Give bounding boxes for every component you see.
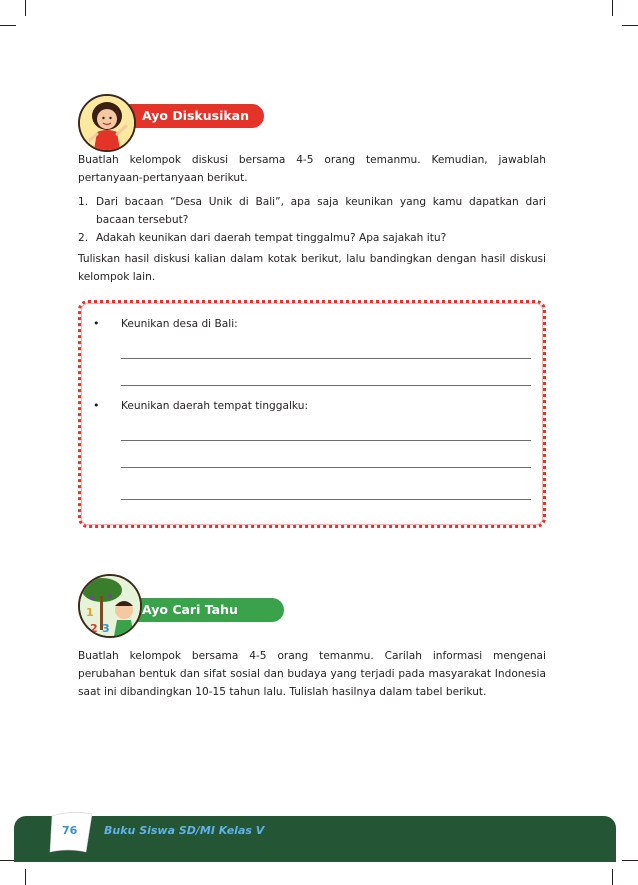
answer-line-3[interactable] <box>121 440 531 441</box>
question-1-number: 1. <box>78 196 89 208</box>
research-body: Buatlah kelompok bersama 4-5 orang temanmu. Carilah informasi mengenai perubahan bentuk dan sifat sosial dan budaya yang terjadi pada masyarakat Indonesia saat ini dibandingkan 10-15 tahun lalu. Tulislah hasilnya dalam tabel berikut. <box>78 650 546 698</box>
digit-2: 2 <box>90 622 98 635</box>
crop-mark-bottom-right-v <box>612 869 613 885</box>
answer-label-hometown: Keunikan daerah tempat tinggalku: <box>121 400 309 412</box>
footer-bar <box>14 816 616 862</box>
digit-3: 3 <box>102 622 110 635</box>
ayo-diskusikan-header <box>78 94 268 152</box>
crop-mark-top-left-h <box>0 25 16 26</box>
ayo-diskusikan-title: Ayo Diskusikan <box>118 104 264 128</box>
discussion-intro: Buatlah kelompok diskusi bersama 4-5 orang temanmu. Kemudian, jawablah pertanyaan-pertanyaan berikut. <box>78 154 546 184</box>
ayo-cari-tahu-title: Ayo Cari Tahu <box>118 598 284 622</box>
book-title: Buku Siswa SD/MI Kelas V <box>104 824 265 837</box>
question-2 <box>78 229 546 247</box>
girl-illustration-icon <box>78 94 136 152</box>
answer-label-bali: Keunikan desa di Bali: <box>121 318 238 330</box>
question-1 <box>78 193 546 229</box>
answer-line-1[interactable] <box>121 358 531 359</box>
boy-with-tree-illustration-icon <box>78 574 142 638</box>
answer-box <box>78 300 546 528</box>
bullet-1: • <box>93 317 100 330</box>
crop-mark-bottom-left-v <box>25 869 26 885</box>
page-number: 76 <box>62 824 78 837</box>
question-2-number: 2. <box>78 232 89 244</box>
answer-line-5[interactable] <box>121 499 531 500</box>
discussion-instruction: Tuliskan hasil diskusi kalian dalam kotak berikut, lalu bandingkan dengan hasil diskusi kelompok lain. <box>78 253 546 283</box>
question-1-text: Dari bacaan “Desa Unik di Bali”, apa saja keunikan yang kamu dapatkan dari bacaan tersebut? <box>96 196 546 226</box>
crop-mark-top-right-h <box>622 25 638 26</box>
bullet-2: • <box>93 399 100 412</box>
digit-1: 1 <box>86 606 94 619</box>
crop-mark-bottom-right-h <box>622 860 638 861</box>
ayo-cari-tahu-header <box>78 574 268 635</box>
answer-line-4[interactable] <box>121 467 531 468</box>
crop-mark-top-right-v <box>612 0 613 16</box>
question-2-text: Adakah keunikan dari daerah tempat tinggalmu? Apa sajakah itu? <box>96 232 447 244</box>
answer-line-2[interactable] <box>121 385 531 386</box>
crop-mark-top-left-v <box>25 0 26 16</box>
